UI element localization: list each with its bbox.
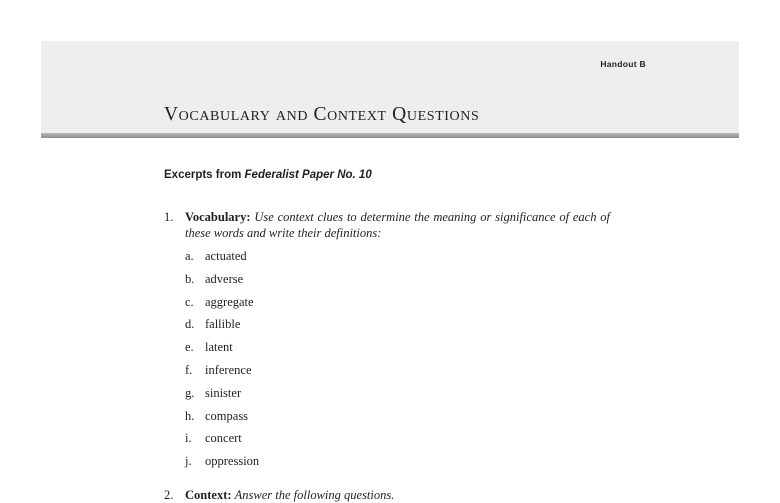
item-letter: i. bbox=[185, 431, 192, 446]
list-item bbox=[185, 313, 259, 336]
vocab-word: concert bbox=[205, 431, 242, 446]
list-item bbox=[185, 268, 259, 291]
list-item bbox=[185, 382, 259, 405]
question-2-instruction: Answer the following questions. bbox=[234, 488, 395, 502]
excerpt-prefix: Excerpts from bbox=[164, 169, 245, 181]
vocab-word: aggregate bbox=[205, 294, 254, 309]
question-1-text bbox=[185, 209, 610, 241]
item-letter: c. bbox=[185, 294, 194, 309]
vocab-word: actuated bbox=[205, 249, 247, 263]
item-letter: j. bbox=[185, 454, 192, 469]
vocab-word: compass bbox=[205, 408, 249, 423]
handout-label: Handout B bbox=[600, 59, 646, 69]
excerpt-source: Federalist Paper No. 10 bbox=[244, 169, 372, 181]
list-item bbox=[185, 245, 259, 268]
list-item bbox=[185, 359, 259, 382]
item-letter: e. bbox=[185, 340, 194, 355]
list-item bbox=[185, 291, 259, 314]
list-item bbox=[185, 427, 259, 450]
item-letter: a. bbox=[185, 249, 194, 263]
question-1-label: Vocabulary: bbox=[185, 210, 251, 224]
list-item bbox=[185, 336, 259, 359]
question-2-text bbox=[185, 487, 610, 503]
header-rule bbox=[41, 133, 739, 138]
vocab-word: oppression bbox=[205, 454, 260, 469]
vocab-word: fallible bbox=[205, 317, 241, 332]
question-2-number: 2. bbox=[164, 488, 174, 502]
vocab-word: latent bbox=[205, 340, 233, 355]
list-item bbox=[185, 450, 259, 473]
item-letter: b. bbox=[185, 271, 195, 286]
item-letter: h. bbox=[185, 408, 195, 423]
vocab-word: sinister bbox=[205, 385, 242, 400]
question-1-instruction: Use context clues to determine the meaning or significance of each of these words and write their definitions: bbox=[185, 210, 611, 240]
question-1-number: 1. bbox=[164, 210, 174, 224]
page-title: Vocabulary and Context Questions bbox=[164, 104, 480, 125]
item-letter: g. bbox=[185, 385, 195, 400]
vocab-word: inference bbox=[205, 362, 252, 377]
question-2-label: Context: bbox=[185, 488, 232, 502]
excerpt-heading bbox=[164, 169, 372, 181]
item-letter: f. bbox=[185, 362, 193, 377]
vocabulary-list bbox=[185, 245, 259, 473]
list-item bbox=[185, 405, 259, 428]
item-letter: d. bbox=[185, 317, 195, 332]
vocab-word: adverse bbox=[205, 271, 244, 286]
